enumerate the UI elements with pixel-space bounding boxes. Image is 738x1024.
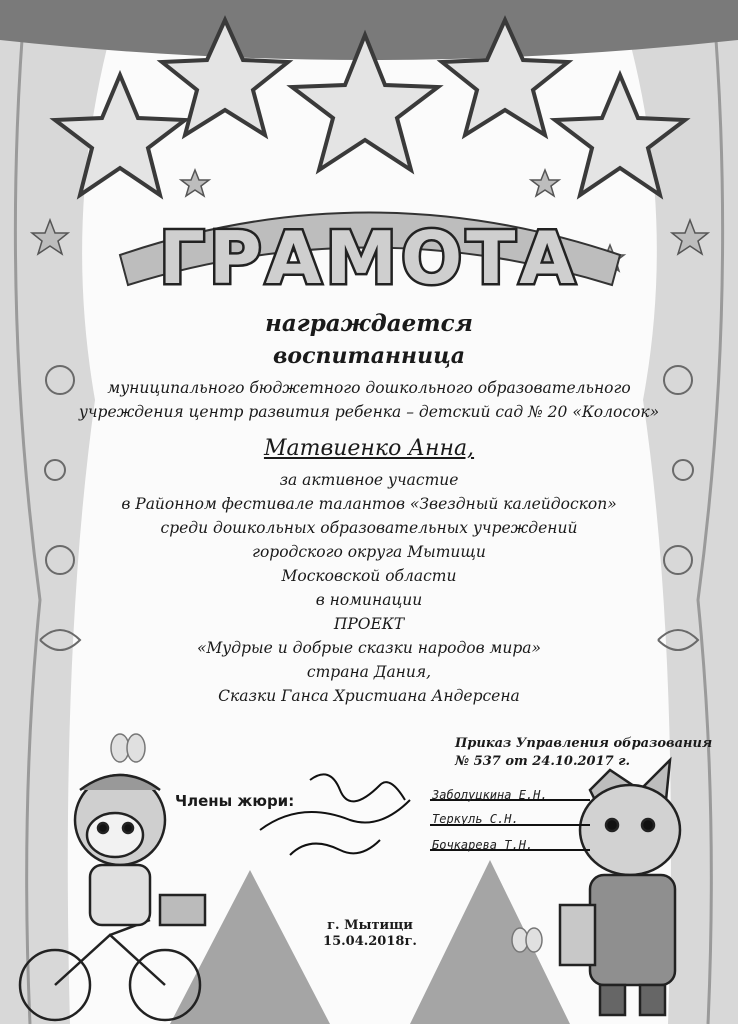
body-line: страна Дания, — [306, 663, 432, 681]
institution-line-2: учреждения центр развития ребенка – детский сад № 20 «Колосок» — [78, 403, 660, 421]
body-line: Сказки Ганса Христиана Андерсена — [218, 687, 520, 705]
jury-member-name: Заболуцкина Е.Н. — [432, 788, 548, 802]
body-line: за активное участие — [279, 471, 459, 489]
jury-member-name: Теркуль С.Н. — [432, 812, 519, 826]
order-line-1: Приказ Управления образования — [455, 736, 713, 751]
body-line: в Районном фестивале талантов «Звездный калейдоскоп» — [121, 495, 617, 513]
institution-line-1: муниципального бюджетного дошкольного образовательного — [107, 379, 631, 397]
awarded-text: награждается — [265, 310, 473, 337]
place: г. Мытищи — [327, 918, 413, 933]
date: 15.04.2018г. — [323, 934, 417, 949]
recipient-name: Матвиенко Анна, — [263, 436, 475, 461]
body-line: «Мудрые и добрые сказки народов мира» — [196, 639, 542, 657]
order-line-2: № 537 от 24.10.2017 г. — [455, 754, 631, 769]
order-reference — [455, 735, 712, 771]
body-line: в номинации — [315, 591, 423, 609]
jury-member-name: Бочкарева Т.Н. — [432, 838, 534, 852]
certificate-title: ГРАМОТА — [158, 216, 580, 300]
body-line: среди дошкольных образовательных учреждений — [160, 519, 578, 537]
jury-label: Члены жюри: — [175, 792, 295, 810]
place-and-date — [300, 918, 440, 950]
body-line: ПРОЕКТ — [333, 615, 405, 633]
recipient-role: воспитанница — [272, 343, 466, 369]
body-line: Московской области — [281, 567, 457, 585]
body-line: городского округа Мытищи — [252, 543, 486, 561]
